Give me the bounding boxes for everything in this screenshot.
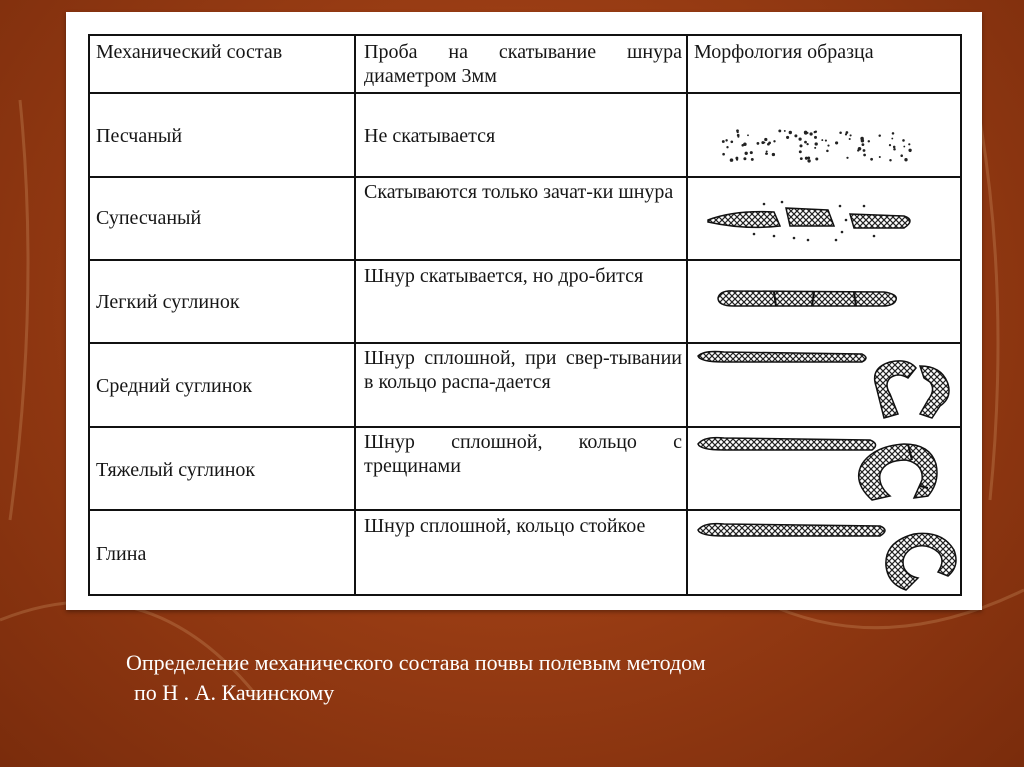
row-divider [90, 176, 960, 178]
row-test: Скатываются только зачат-ки шнура [364, 181, 674, 203]
header-test: Проба на скатывание шнура диаметром 3мм [364, 41, 682, 87]
row-test: Шнур сплошной, при свер-тывании в кольцо распа-дается [364, 347, 682, 393]
broken-cord-icon [704, 196, 924, 246]
segmented-cord-icon [714, 284, 904, 314]
header-composition: Механический состав [96, 41, 283, 63]
row-test: Шнур сплошной, кольцо стойкое [364, 515, 646, 537]
caption-line-1: Определение механического состава почвы полевым методом [126, 650, 706, 675]
sand-dots-icon [718, 124, 918, 168]
row-test: Не скатывается [364, 125, 496, 147]
row-composition: Супесчаный [96, 207, 202, 229]
cord-with-cracked-ring-icon [694, 430, 960, 510]
row-composition: Глина [96, 543, 147, 565]
row-composition: Легкий суглинок [96, 291, 240, 313]
row-composition: Тяжелый суглинок [96, 459, 256, 481]
soil-table [88, 34, 962, 596]
row-test: Шнур скатывается, но дро-бится [364, 265, 644, 287]
row-test: Шнур сплошной, кольцо с трещинами [364, 431, 682, 477]
row-divider [90, 259, 960, 261]
row-divider [90, 92, 960, 94]
caption-line-2: по Н . А. Качинскому [134, 680, 335, 705]
header-morphology: Морфология образца [694, 41, 874, 63]
table-card [66, 12, 982, 610]
slide-caption [126, 648, 706, 708]
cord-with-broken-ring-icon [694, 344, 960, 424]
row-divider [90, 426, 960, 428]
row-composition: Песчаный [96, 125, 183, 147]
row-composition: Средний суглинок [96, 375, 253, 397]
cord-with-solid-ring-icon [694, 516, 960, 596]
